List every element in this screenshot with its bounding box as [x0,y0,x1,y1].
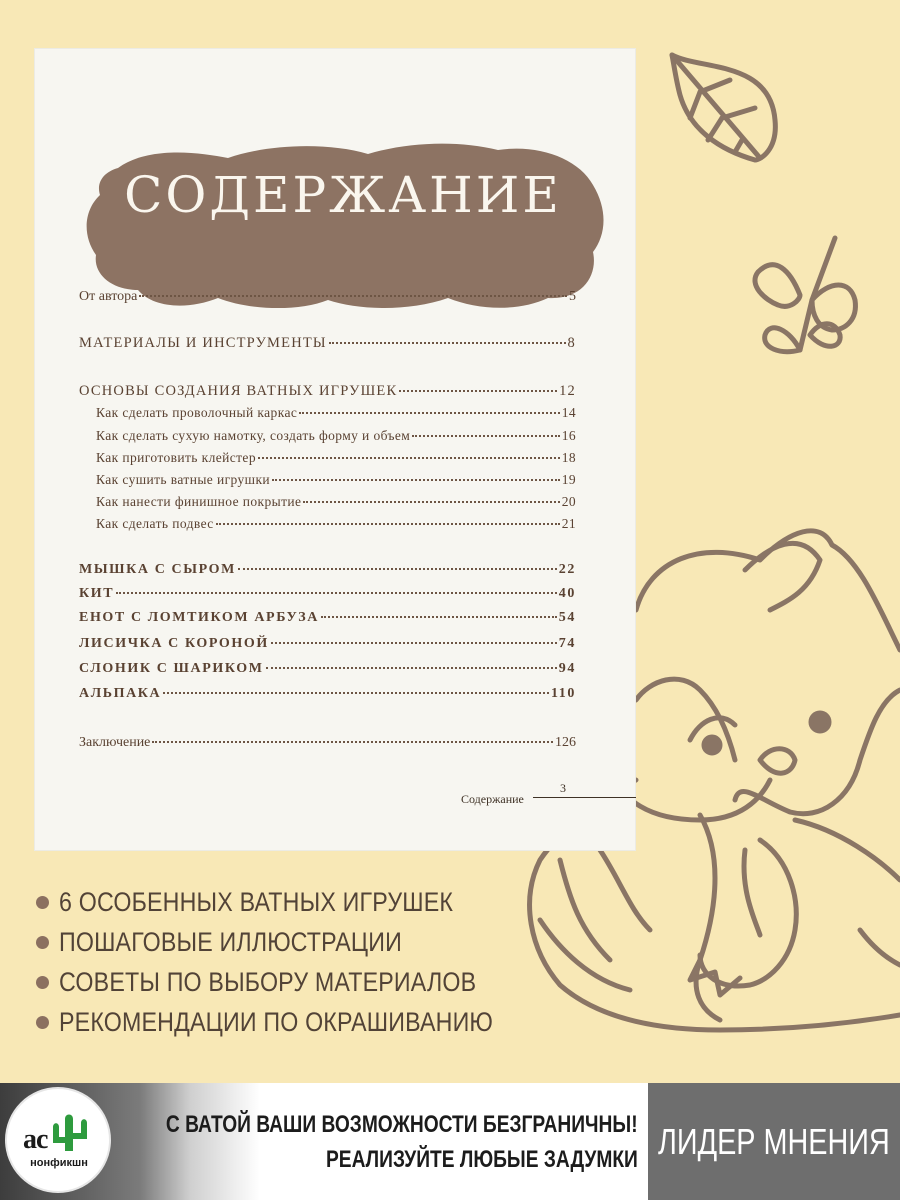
bullet-dot-icon [36,896,49,909]
logo-subtitle: нонфикшн [30,1157,88,1169]
toc-page-number: 110 [550,686,576,701]
slogan-line-1: С ВАТОЙ ВАШИ ВОЗМОЖНОСТИ БЕЗГРАНИЧНЫ! [166,1111,638,1138]
toc-page-number: 126 [555,735,576,750]
feature-item [36,1002,564,1042]
toc-entry-toy[interactable] [79,636,576,652]
toc-label: ЛИСИЧКА С КОРОНОЙ [79,636,269,651]
toc-label: От автора [79,289,138,304]
toc-label: Как сделать сухую намотку, создать форму и объем [96,428,411,443]
toc-entry-conclusion[interactable] [79,735,576,751]
toc-subentry[interactable] [96,405,576,421]
footer-rule [533,797,636,798]
feature-text: РЕКОМЕНДАЦИИ ПО ОКРАШИВАНИЮ [59,1006,494,1037]
toc-entry-toy[interactable] [79,586,576,602]
toc-subentry[interactable] [96,516,576,532]
toc-label: ОСНОВЫ СОЗДАНИЯ ВАТНЫХ ИГРУШЕК [79,383,398,399]
toc-subentry[interactable] [96,450,576,466]
bullet-dot-icon [36,1016,49,1029]
feature-item [36,922,564,962]
toc-page-number: 14 [561,405,576,420]
table-of-contents [34,48,636,851]
toc-label: АЛЬПАКА [79,686,162,701]
toc-page-number: 16 [561,428,576,443]
leaves-branch-icon [755,238,855,352]
toc-label: МАТЕРИАЛЫ И ИНСТРУМЕНТЫ [79,335,327,351]
toc-subentry[interactable] [96,472,576,488]
toc-page-number: 8 [567,335,576,351]
toc-label: Как сушить ватные игрушки [96,472,271,487]
toc-page-number: 21 [561,516,576,531]
toc-label: Заключение [79,735,151,750]
opinion-leader-badge [648,1083,900,1200]
contents-page [34,48,636,851]
toc-page-number: 40 [558,586,576,601]
toc-entry-materials[interactable] [79,335,576,352]
toc-entry-toy[interactable] [79,562,576,578]
leaf-icon [672,55,775,160]
toc-page-number: 54 [558,610,576,625]
bullet-dot-icon [36,976,49,989]
toc-subentry[interactable] [96,428,576,444]
toc-entry-basics[interactable] [79,383,576,400]
toc-label: МЫШКА С СЫРОМ [79,562,236,577]
toc-page-number: 19 [561,472,576,487]
toc-page-number: 20 [561,494,576,509]
toc-page-number: 74 [558,636,576,651]
publisher-logo [7,1089,109,1191]
bullet-dot-icon [36,936,49,949]
toc-entry-toy[interactable] [79,686,576,702]
toc-entry-toy[interactable] [79,610,576,626]
feature-text: СОВЕТЫ ПО ВЫБОРУ МАТЕРИАЛОВ [59,966,477,997]
opinion-leader-text: ЛИДЕР МНЕНИЯ [658,1120,890,1162]
feature-item [36,962,564,1002]
feature-list [36,882,564,1042]
slogan-line-2: РЕАЛИЗУЙТЕ ЛЮБЫЕ ЗАДУМКИ [326,1146,638,1173]
feature-text: ПОШАГОВЫЕ ИЛЛЮСТРАЦИИ [59,926,402,957]
toc-label: Как нанести финишное покрытие [96,494,302,509]
logo-wordmark: ас [23,1124,48,1155]
running-footer-label: Содержание [461,792,524,806]
page-number: 3 [560,781,566,795]
feature-item [36,882,564,922]
toc-label: Как приготовить клейстер [96,450,256,465]
toc-page-number: 5 [569,289,576,304]
toc-label: Как сделать подвес [96,516,214,531]
toc-entry-author[interactable] [79,289,576,305]
page-title: СОДЕРЖАНИЕ [124,166,562,224]
toc-label: КИТ [79,586,115,601]
toc-page-number: 12 [559,383,576,399]
toc-label: Как сделать проволочный каркас [96,405,298,420]
toc-page-number: 18 [561,450,576,465]
toc-entry-toy[interactable] [79,661,576,677]
toc-page-number: 94 [558,661,576,676]
toc-page-number: 22 [558,562,576,577]
feature-text: 6 ОСОБЕННЫХ ВАТНЫХ ИГРУШЕК [59,886,454,917]
toc-label: СЛОНИК С ШАРИКОМ [79,661,264,676]
toc-subentry[interactable] [96,494,576,510]
toc-label: ЕНОТ С ЛОМТИКОМ АРБУЗА [79,610,319,625]
